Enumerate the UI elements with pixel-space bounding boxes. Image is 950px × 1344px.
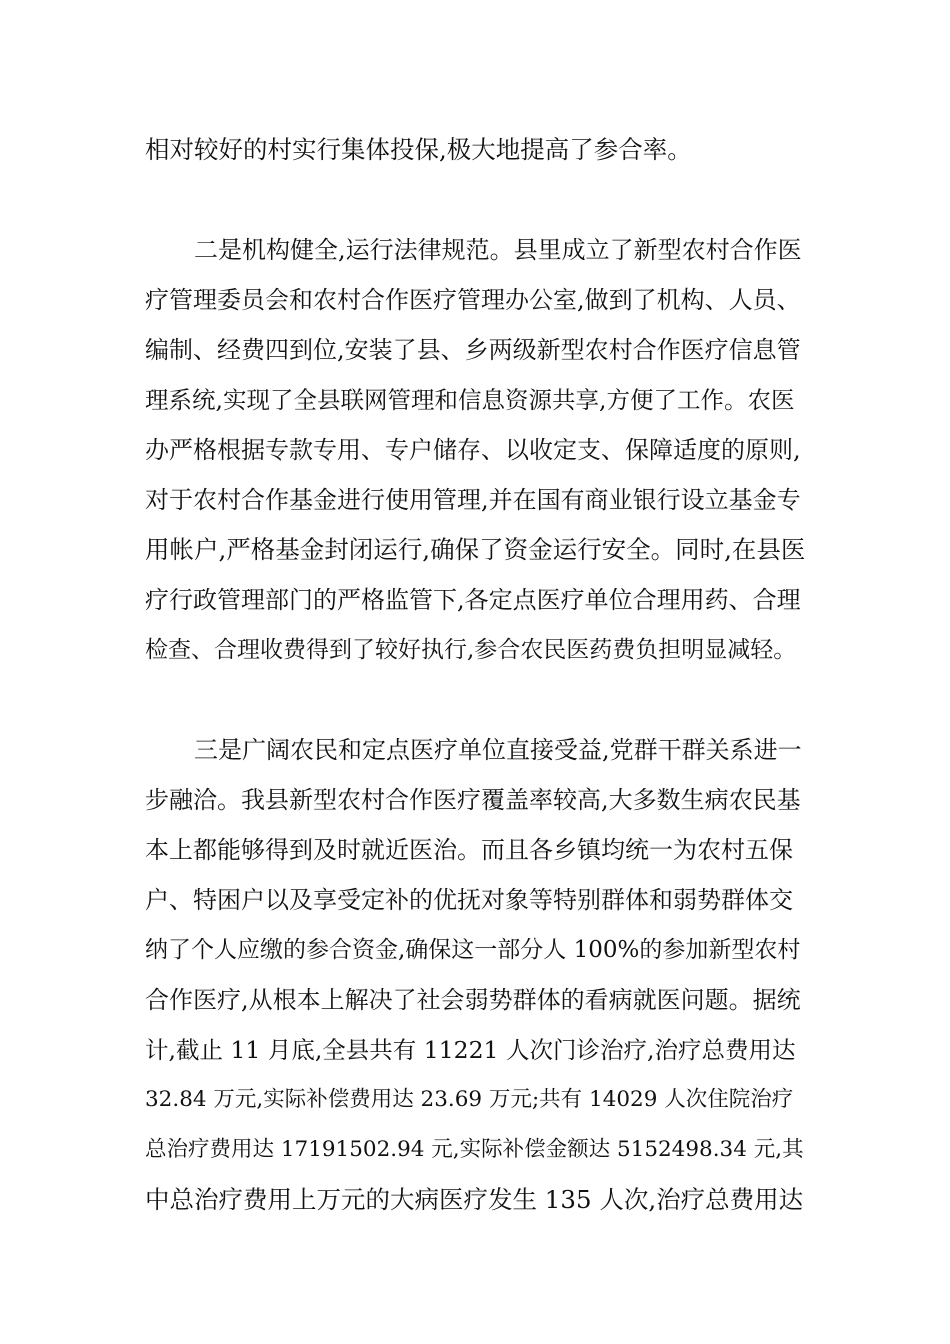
paragraph-2-line-5: 办严格根据专款专用、专户储存、以收定支、保障适度的原则,: [145, 436, 801, 464]
paragraph-2-line-2: 疗管理委员会和农村合作医疗管理办公室,做到了机构、人员、: [145, 286, 801, 314]
paragraph-2-line-4: 理系统,实现了全县联网管理和信息资源共享,方便了工作。农医: [145, 386, 795, 414]
paragraph-3-line-2: 步融洽。我县新型农村合作医疗覆盖率较高,大多数生病农民基: [145, 786, 801, 814]
paragraph-2-line-3: 编制、经费四到位,安装了县、乡两级新型农村合作医疗信息管: [145, 336, 801, 364]
paragraph-3-line-4: 户、特困户以及享受定补的优抚对象等特别群体和弱势群体交: [145, 886, 793, 914]
paragraph-2-line-1: 二是机构健全,运行法律规范。县里成立了新型农村合作医: [194, 236, 802, 264]
paragraph-3-line-6: 合作医疗,从根本上解决了社会弱势群体的看病就医问题。据统: [145, 986, 801, 1014]
paragraph-3-line-10: 中总治疗费用上万元的大病医疗发生 135 人次,治疗总费用达: [145, 1185, 804, 1214]
paragraph-1-line-1: 相对较好的村实行集体投保,极大地提高了参合率。: [145, 135, 692, 164]
paragraph-3-line-7: 计,截止 11 月底,全县共有 11221 人次门诊治疗,治疗总费用达: [145, 1036, 796, 1064]
paragraph-3-line-3: 本上都能够得到及时就近医治。而且各乡镇均统一为农村五保: [145, 836, 793, 864]
paragraph-2-line-9: 检查、合理收费得到了较好执行,参合农民医药费负担明显减轻。: [145, 637, 797, 663]
paragraph-2-line-8: 疗行政管理部门的严格监管下,各定点医疗单位合理用药、合理: [145, 586, 801, 614]
paragraph-3-line-5: 纳了个人应缴的参合资金,确保这一部分人 100%的参加新型农村: [145, 937, 801, 963]
paragraph-2-line-6: 对于农村合作基金进行使用管理,并在国有商业银行设立基金专: [145, 486, 801, 514]
paragraph-3-line-9: 总治疗费用达 17191502.94 元,实际补偿金额达 5152498.34 元,其: [145, 1137, 804, 1162]
paragraph-3-line-1: 三是广阔农民和定点医疗单位直接受益,党群干群关系进一: [194, 736, 802, 764]
paragraph-2-line-7: 用帐户,严格基金封闭运行,确保了资金运行安全。同时,在县医: [145, 535, 805, 564]
paragraph-3-line-8: 32.84 万元,实际补偿费用达 23.69 万元;共有 14029 人次住院治疗: [145, 1087, 794, 1112]
